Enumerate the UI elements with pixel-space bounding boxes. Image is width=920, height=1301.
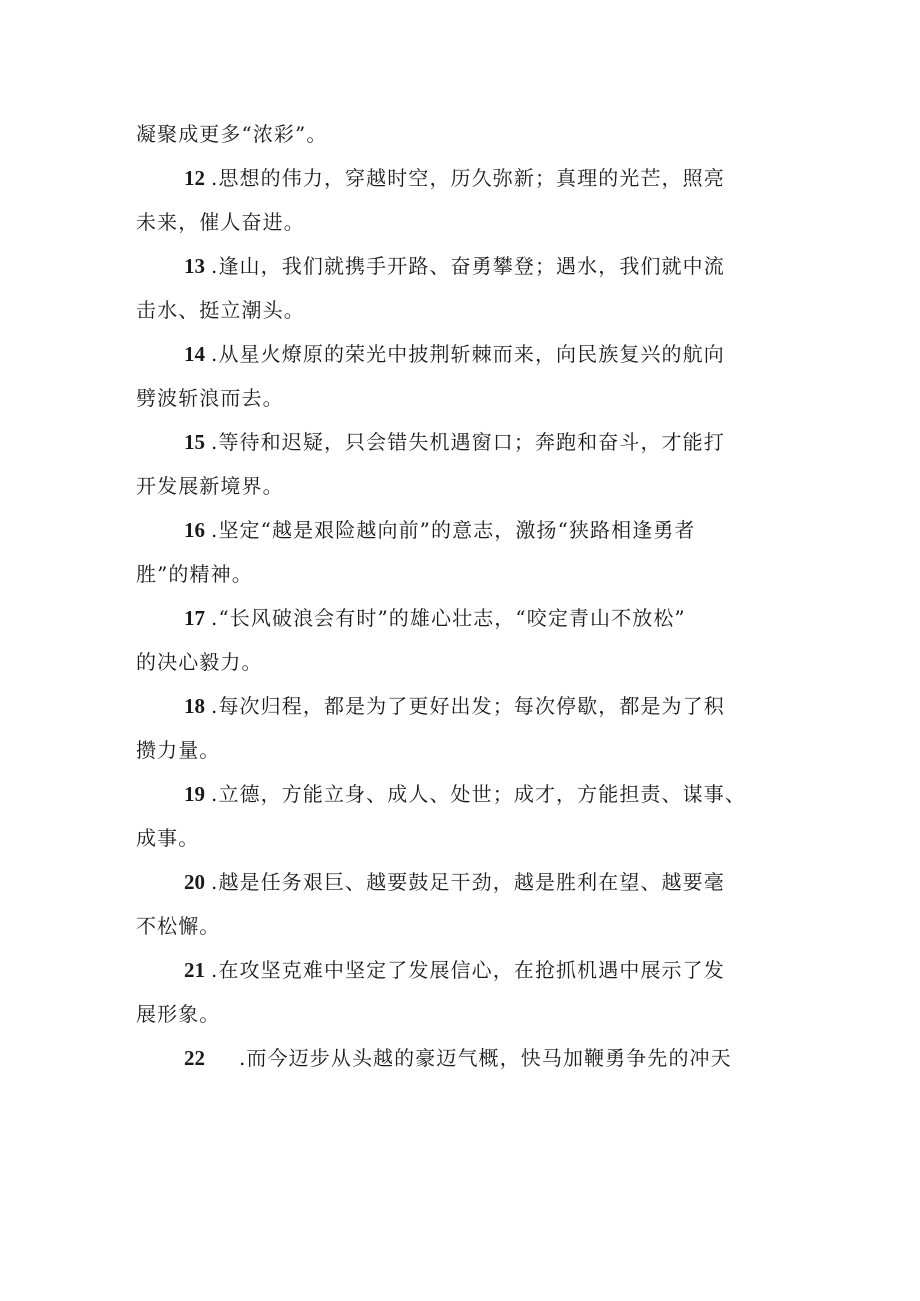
item-18-line-1 — [136, 684, 792, 728]
item-20-line-2: 不松懈。 — [136, 914, 221, 938]
item-17-line-1 — [136, 596, 792, 640]
item-text: .思想的伟力，穿越时空，历久弥新；真理的光芒，照亮 — [211, 166, 725, 190]
item-text: .等待和迟疑，只会错失机遇窗口；奔跑和奋斗，才能打 — [211, 430, 725, 454]
item-20-line-1 — [136, 860, 792, 904]
item-number: 15 — [184, 430, 205, 454]
item-16-line-1 — [136, 508, 792, 552]
item-number: 22 — [184, 1046, 205, 1070]
item-12-line-1 — [136, 156, 792, 200]
item-16-line-2: 胜”的精神。 — [136, 562, 253, 586]
continuation-line: 凝聚成更多“浓彩”。 — [136, 122, 328, 146]
item-12-line-2: 未来，催人奋进。 — [136, 210, 305, 234]
item-14-line-1 — [136, 332, 792, 376]
item-text: .从星火燎原的荣光中披荆斩棘而来，向民族复兴的航向 — [211, 342, 725, 366]
item-text: .每次归程，都是为了更好出发；每次停歇，都是为了积 — [211, 694, 725, 718]
item-13-line-1 — [136, 244, 792, 288]
item-text: .逢山，我们就携手开路、奋勇攀登；遇水，我们就中流 — [211, 254, 725, 278]
item-text: .坚定“越是艰险越向前”的意志，激扬“狭路相逢勇者 — [211, 518, 696, 542]
item-text: .“长风破浪会有时”的雄心壮志，“咬定青山不放松” — [211, 606, 686, 630]
item-19-line-1 — [136, 772, 792, 816]
item-text: .在攻坚克难中坚定了发展信心，在抢抓机遇中展示了发 — [211, 958, 725, 982]
item-18-line-2: 攒力量。 — [136, 738, 221, 762]
item-number: 13 — [184, 254, 205, 278]
item-14-line-2: 劈波斩浪而去。 — [136, 386, 284, 410]
item-number: 17 — [184, 606, 205, 630]
item-15-line-2: 开发展新境界。 — [136, 474, 284, 498]
item-21-line-2: 展形象。 — [136, 1002, 221, 1026]
item-15-line-1 — [136, 420, 792, 464]
item-number: 20 — [184, 870, 205, 894]
item-21-line-1 — [136, 948, 792, 992]
item-19-line-2: 成事。 — [136, 826, 200, 850]
item-number: 14 — [184, 342, 205, 366]
item-number: 21 — [184, 958, 205, 982]
item-text: .立德，方能立身、成人、处世；成才，方能担责、谋事、 — [211, 782, 746, 806]
item-13-line-2: 击水、挺立潮头。 — [136, 298, 305, 322]
item-text: .越是任务艰巨、越要鼓足干劲，越是胜利在望、越要毫 — [211, 870, 725, 894]
item-text: .而今迈步从头越的豪迈气概，快马加鞭勇争先的冲天 — [239, 1046, 732, 1070]
item-number: 19 — [184, 782, 205, 806]
item-number: 18 — [184, 694, 205, 718]
item-number: 12 — [184, 166, 205, 190]
document-page — [136, 112, 792, 1080]
item-22-line-1 — [136, 1036, 792, 1080]
item-number: 16 — [184, 518, 205, 542]
item-17-line-2: 的决心毅力。 — [136, 650, 263, 674]
